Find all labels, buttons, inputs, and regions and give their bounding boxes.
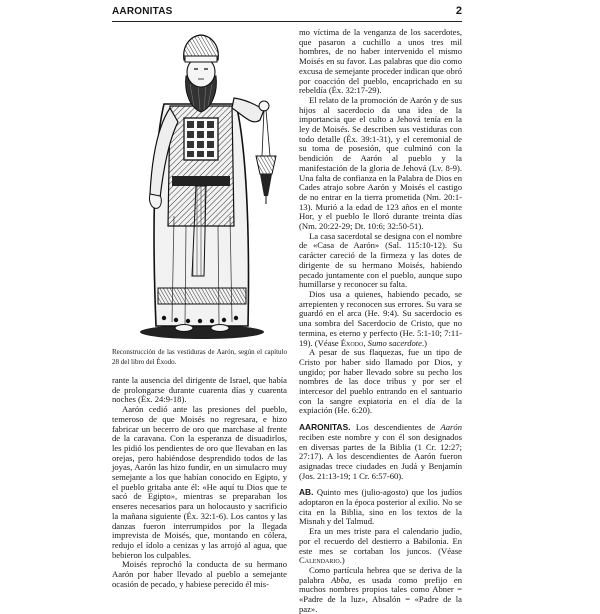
paragraph: A pesar de sus flaquezas, fue un tipo de Cristo por haber sido llamado por Dios, y ungido; por haber llevado sobre su pecho los nombres de las doce tribus y por ser el intercesor del pueblo entrando en el santuario con la sangre expiatoria en el día de la expiación (He. 6:20). — [299, 347, 462, 416]
paragraph-text: .) — [422, 337, 428, 348]
priest-figure-drawing — [112, 26, 287, 346]
figure-caption: Reconstrucción de las vestiduras de Aarón, según el capítulo 28 del libro del Éxodo. — [112, 348, 287, 366]
paragraph — [299, 290, 462, 348]
paragraph: mo víctima de la venganza de los sacerdotes, que pasaron a cuchillo a unos tres mil hombres, de no haber intervenido el mismo Moisés en su favor. Las palabras que dio como excusa de semejante proceder indican que obró por coacción del pueblo, encaprichado en su rebeldía (Éx. 32:17-29). — [299, 27, 462, 96]
entry-paragraph — [299, 488, 462, 527]
separator-text: , — [363, 337, 368, 348]
entry-paragraph — [299, 566, 462, 614]
entry-text: reciben este nombre y con él son designados en diversas partes de la Biblia (1 Cr. 12:27; 27:17). A los descendientes de Aarón fueron asignadas trece ciudades en Judá y Benjamín (Jos. 21:13-19; 1 Cr. 6:57-60). — [299, 431, 462, 481]
entry-text: Como partícula hebrea que se deriva de la palabra — [299, 564, 462, 585]
entry-text: , es usada como prefijo en muchos nombres propios tales como Abner = «Padre de la luz», Absalón = «Padre de la paz». — [299, 574, 463, 614]
paragraph: Aarón cedió ante las presiones del pueblo, temeroso de que Moisés no regresara, e hizo fabricar un becerro de oro que marchase al frente de la caravana. Con la esperanza de disuadirlos, les pidió los pendientes de oro que llevaban en las orejas, pero habiéndose desprendido todos de las joyas, Aarón las hizo fundir, en un simulacro muy semejante a los que habían conocido en Egipto, y el pueblo gritaba ante él: «He aquí tu Dios que te sacó de Egipto», mientras se preparaban los enseres necesarios para un holocausto y sacrificio la mañana siguiente (Éx. 32:1-6). Los cantos y las danzas fueron interrumpidos por la llegada imprevista de Moisés, que, montando en cólera, redujo el ídolo a cenizas y las arrojó al agua, que bebieron los culpables. — [112, 404, 287, 560]
entry-text: Quinto mes (julio-agosto) que los judíos adoptaron en la época posterior al exilio. No se cita en la Biblia, sino en los textos de la Misnah y del Talmud. — [299, 487, 462, 527]
page-header — [112, 6, 462, 22]
entry-text: .) — [339, 555, 345, 566]
dictionary-entry-ab — [299, 488, 462, 614]
paragraph: rante la ausencia del dirigente de Israel, que había de prolongarse durante cuarenta días y cuarenta noches (Éx. 24:9-18). — [112, 375, 287, 405]
entry-text: Los descendientes de — [350, 422, 441, 433]
entry-text: Era un mes triste para el calendario judío, por el recuerdo del destierro a Babilonia. En este mes se cortaban los juncos. (Véase — [299, 526, 462, 556]
paragraph: Moisés reprochó la conducta de su hermano Aarón por haber llevado al pueblo a semejante ocasión de pecado, y habiese perecido él mis- — [112, 559, 287, 589]
entry-word: Abba — [331, 574, 350, 585]
aaron-vestments-illustration — [112, 26, 287, 346]
page-number: 2 — [455, 5, 462, 17]
entry-headword: AB. — [299, 487, 314, 498]
paragraph-text: Dios usa a quienes, habiendo pecado, se arrepienten y reconocen sus errores. Su vara se guardó en el arca (He. 9:4). Su sacerdocio es una sombra del Sacerdocio de Cristo, que no termina, es eterno y perfecto (He. 5:1-10; 7:11-19). (Véase — [299, 288, 462, 348]
header-rule — [112, 21, 462, 22]
entry-paragraph — [299, 527, 462, 566]
dictionary-entry-aaronitas — [299, 423, 462, 481]
entry-name: Aarón — [440, 422, 462, 433]
paragraph: La casa sacerdotal se designa con el nombre de «Casa de Aarón» (Sal. 115:10-12). Su carácter careció de la firmeza y las dotes de dirigente de su hermano Moisés, habiendo pecado juntamente con el pueblo, aunque supo humillarse y reconocer su falta. — [299, 230, 462, 290]
left-text-column — [112, 376, 287, 589]
entry-headword: AARONITAS. — [299, 422, 351, 433]
entry-paragraph — [299, 423, 462, 481]
paragraph: El relato de la promoción de Aarón y de sus hijos al sacerdocio da una idea de la importancia que el culto a Jehová tenía en la ley de Moisés. Se describen sus vestiduras con todo detalle (Éx. 39:1-31), y el ceremonial de su toma de posesión, que culminó con la bendición de Aarón al pueblo y la manifestación de la gloria de Jehová (Lv. 8-9). Una falta de confianza en la Palabra de Dios en Cades atrajo sobre Aarón y Moisés el castigo de no entrar en la tierra prometida (Nm. 20:1-13). Murió a la edad de 123 años en el monte Hor, y el pueblo le lloró durante treinta días (Nm. 20:22-29; Dt. 10:6; 32:50-51). — [299, 94, 462, 232]
cross-reference: Éxodo — [340, 337, 364, 348]
running-head: AARONITAS — [112, 6, 173, 17]
cross-reference: Sumo sacerdote — [367, 337, 422, 348]
right-text-column — [299, 28, 462, 614]
cross-reference: Calendario — [299, 555, 340, 566]
